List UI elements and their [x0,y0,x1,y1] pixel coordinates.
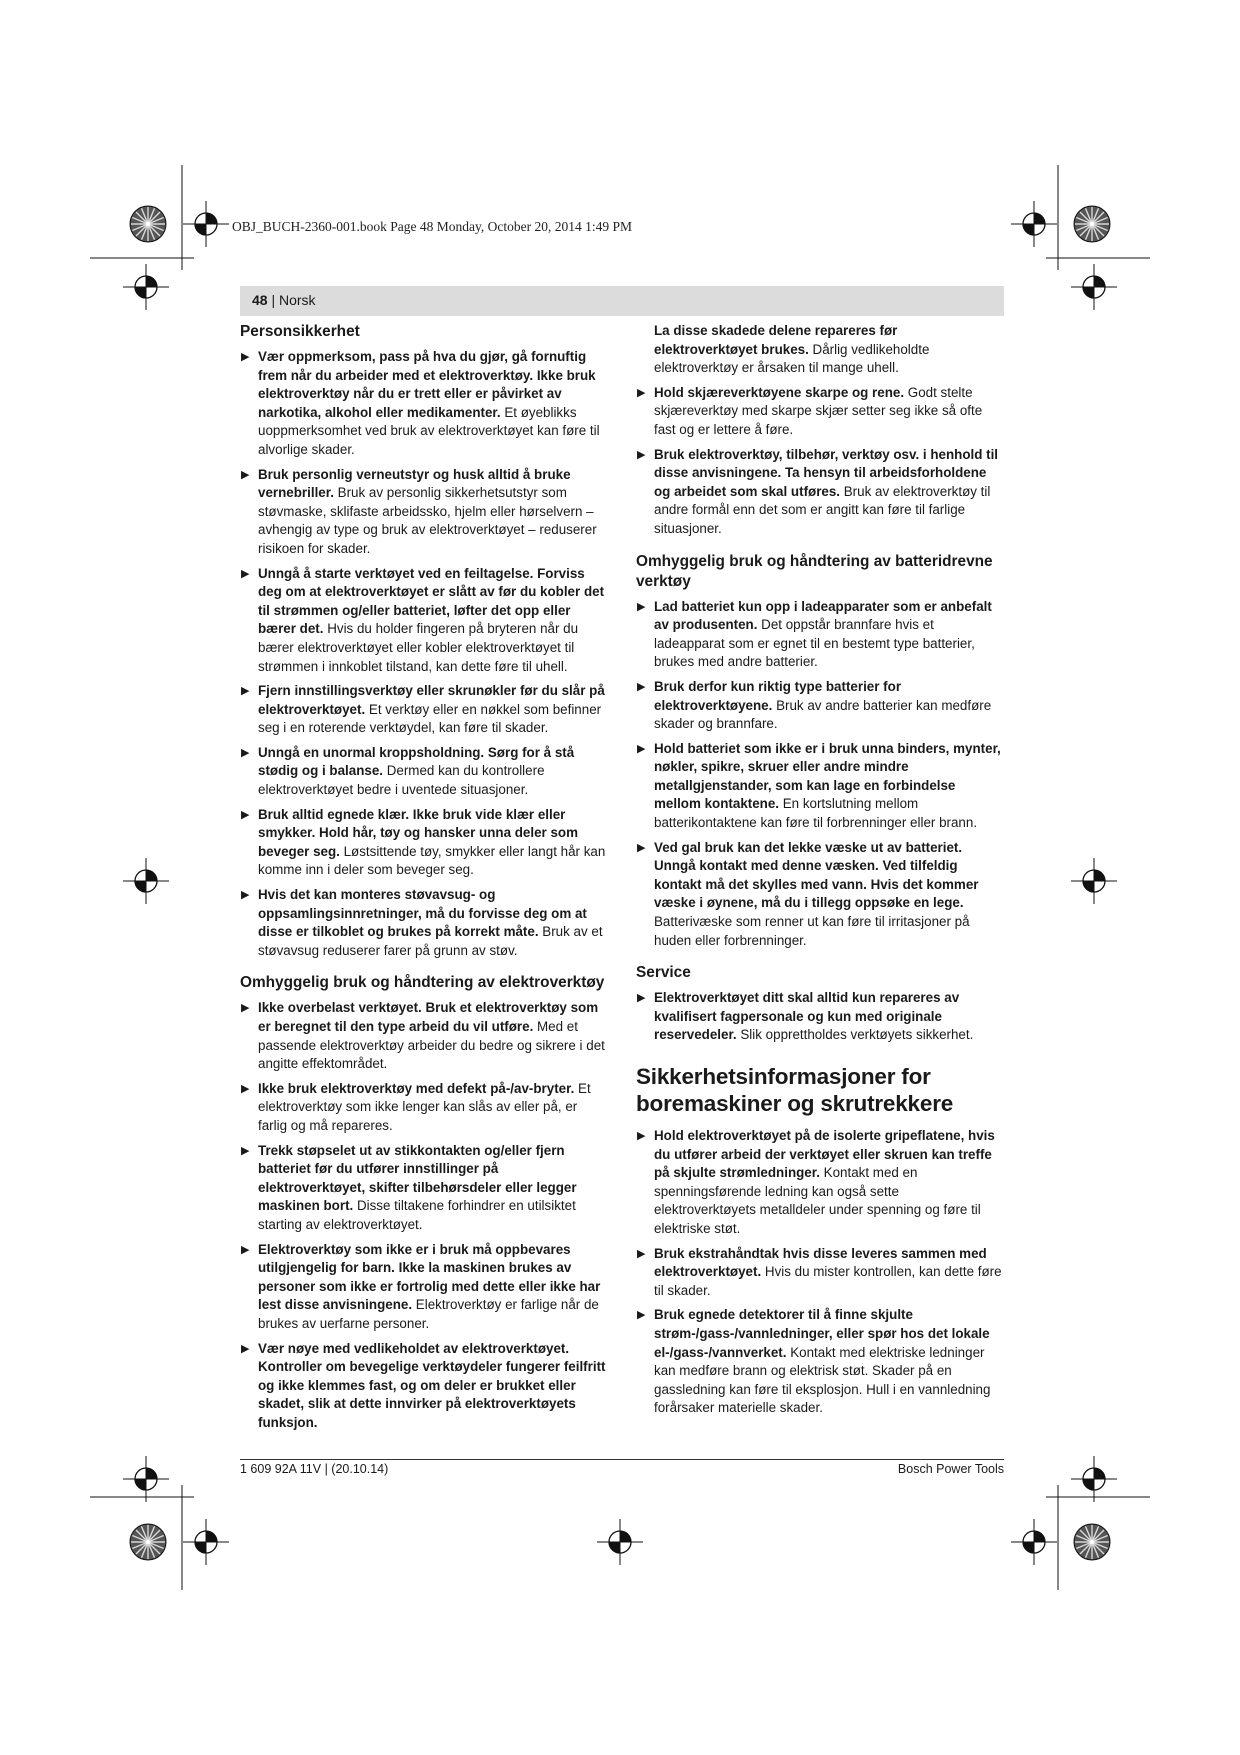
bullet-bold-text: Bruk alltid egnede klær. Ikke bruk vide klær eller smykker. Hold hår, tøy og hansker unna deler som beveger seg. [258,806,578,859]
triangle-right-icon: ▶ [637,992,646,1005]
continued-text: Dårlig vedlikeholdte elektroverktøy er årsaken til mange uhell. [654,341,930,376]
bullet-bold-text: Lad batteriet kun opp i ladeapparater som er anbefalt av produsenten. [654,598,992,633]
continued-paragraph [636,322,1004,378]
triangle-right-icon: ▶ [241,1002,250,1015]
triangle-right-icon: ▶ [241,1342,250,1355]
chapter-heading-boremaskiner: Sikkerhetsinformasjoner for boremaskiner og skrutrekkere [636,1064,954,1116]
triangle-right-icon: ▶ [637,386,646,399]
bullet-item [636,384,1004,440]
bullet-bold-text: Elektroverktøy som ikke er i bruk må oppbevares utilgjengelig for barn. Ikke la maskinen brukes av personer som ikke er fortrolig med dette eller ikke har lest disse anvisningene. [258,1241,601,1313]
triangle-right-icon: ▶ [637,742,646,755]
bullet-list [240,999,608,1432]
triangle-right-icon: ▶ [241,889,250,902]
bullet-bold-text: Hold elektroverktøyet på de isolerte gripeflatene, hvis du utfører arbeid der verktøyet eller skruen kan treffe på skjulte strømledninger. [654,1128,995,1181]
bullet-item [240,1142,608,1235]
bullet-item [636,1306,1004,1418]
footer-rule [240,1459,1004,1460]
header-band [240,286,1004,316]
bullet-item [240,806,608,880]
bullet-item [636,740,1004,833]
bullet-text: Slik opprettholdes verktøyets sikkerhet. [736,1027,974,1043]
bullet-bold-text: Ikke bruk elektroverktøy med defekt på-/av-bryter. [258,1080,575,1096]
triangle-right-icon: ▶ [241,1082,250,1095]
bullet-item [240,1241,608,1334]
bullet-bold-text: Bruk elektroverktøy, tilbehør, verktøy osv. i henhold til disse anvisningene. Ta hensyn til arbeidsforholdene og arbeidet som skal utføres. [654,446,999,499]
bullet-list [636,598,1004,951]
bullet-text: Et verktøy eller en nøkkel som befinner seg i en roterende verktøydel, kan føre til skader. [258,701,602,736]
header-language: Norsk [279,292,316,308]
bullet-bold-text: Unngå en unormal kroppsholdning. Sørg for å stå stødig og i balanse. [258,744,575,779]
triangle-right-icon: ▶ [241,685,250,698]
header-separator: | [267,292,279,308]
bullet-list [636,989,1004,1045]
triangle-right-icon: ▶ [241,567,250,580]
page-header [252,292,316,308]
triangle-right-icon: ▶ [637,1247,646,1260]
triangle-right-icon: ▶ [241,808,250,821]
bullet-text: Det oppstår brannfare hvis et ladeapparat som er egnet til en bestemt type batterier, brukes med andre batterier. [654,617,975,670]
triangle-right-icon: ▶ [637,1309,646,1322]
bullet-item [240,682,608,738]
bullet-bold-text: Hold batteriet som ikke er i bruk unna binders, mynter, nøkler, spikre, skruer eller andre mindre metallgjenstander, som kan lage en forbindelse mellom kontaktene. [654,740,1001,812]
print-slug: OBJ_BUCH-2360-001.book Page 48 Monday, October 20, 2014 1:49 PM [232,219,632,234]
bullet-text: Kontakt med en spenningsførende ledning kan også sette elektroverktøyets metalldeler under spenning og føre til elektriske støt. [654,1165,981,1236]
section-heading-batteri: Omhyggelig bruk og håndtering av batteridrevne verktøy [636,552,993,590]
footer-brand: Bosch Power Tools [897,1462,1004,1476]
triangle-right-icon: ▶ [637,680,646,693]
bullet-item [240,1340,608,1433]
bullet-text: Bruk av andre batterier kan medføre skader og brannfare. [654,697,992,732]
bullet-bold-text: Hvis det kan monteres støvavsug- og oppsamlingsinnretninger, må du forvisse deg om at disse er tilkoblet og brukes på korrekt måte. [258,887,587,940]
right-column [636,322,1004,1424]
bullet-text: Elektroverktøy er farlige når de brukes av uerfarne personer. [258,1297,599,1331]
bullet-item [240,999,608,1073]
bullet-bold-text: Vær oppmerksom, pass på hva du gjør, gå fornuftig frem når du arbeider med et elektroverktøy. Ikke bruk elektroverktøy når du er trett eller er påvirket av narkotika, alkohol eller medikamenter. [258,349,596,420]
bullet-text: Et elektroverktøy som ikke lenger kan slås av eller på, er farlig og må repareres. [258,1080,591,1133]
bullet-item [240,348,608,460]
bullet-text: Løstsittende tøy, smykker eller langt hår kan komme inn i deler som beveger seg. [258,843,606,878]
triangle-right-icon: ▶ [241,1144,250,1157]
bullet-item [240,744,608,800]
bullet-bold-text: Bruk ekstrahåndtak hvis disse leveres sammen med elektroverktøyet. [654,1245,987,1280]
triangle-right-icon: ▶ [637,1130,646,1142]
bullet-text: Kontakt med elektriske ledninger kan medføre brann og elektrisk støt. Skader på en gassledning kan føre til eksplosjon. Hull i en vannledning forårsaker materielle skader. [654,1344,991,1416]
bullet-item [240,886,608,960]
bullet-list [240,348,608,960]
triangle-right-icon: ▶ [637,841,646,854]
section-heading-elektroverktoy: Omhyggelig bruk og håndtering av elektroverktøy [240,974,605,992]
bullet-list [636,1127,1004,1418]
bullet-bold-text: Fjern innstillingsverktøy eller skrunøkler før du slår på elektroverktøyet. [258,683,605,717]
bullet-text: En kortslutning mellom batterikontaktene kan føre til forbrenninger eller brann. [654,796,978,831]
bullet-bold-text: Hold skjæreverktøyene skarpe og rene. [654,384,905,400]
bullet-bold-text: Vær nøye med vedlikeholdet av elektroverktøyet. Kontroller om bevegelige verktøydeler fungerer feilfritt og ikke klemmes fast, og om deler er brukket eller skadet, slik at dette innvirker på elektroverktøyets funksjon. [258,1340,606,1430]
bullet-text: Bruk av elektroverktøy til andre formål enn det som er angitt kan føre til farlige situasjoner. [654,483,991,536]
section-heading-personsikkerhet: Personsikkerhet [240,323,360,340]
triangle-right-icon: ▶ [637,600,646,613]
triangle-right-icon: ▶ [241,468,250,481]
bullet-text: Et øyeblikks uoppmerksomhet ved bruk av elektroverktøyet kan føre til alvorlige skader. [258,404,600,457]
bullet-bold-text: Trekk støpselet ut av stikkontakten og/eller fjern batteriet før du utfører innstillinger på elektroverktøyet, skifter tilbehørsdeler eller legger maskinen bort. [258,1142,577,1214]
bullet-text: Bruk av et støvavsug reduserer farer på grunn av støv. [258,924,603,958]
left-column [240,322,608,1438]
triangle-right-icon: ▶ [241,351,250,363]
bullet-text: Hvis du mister kontrollen, kan dette føre til skader. [654,1264,1002,1298]
bullet-text: Med et passende elektroverktøy arbeider du bedre og sikrere i det angitte effektområdet. [258,1019,605,1072]
bullet-list [636,384,1004,539]
bullet-text: Hvis du holder fingeren på bryteren når du bærer elektroverktøyet eller kobler elektroverktøyet til strømmen i innkoblet tilstand, kan dette føre til uhell. [258,621,579,674]
bullet-bold-text: Bruk derfor kun riktig type batterier for elektroverktøyene. [654,678,902,713]
bullet-item [636,598,1004,672]
page-number: 48 [252,292,268,308]
triangle-right-icon: ▶ [241,746,250,759]
bullet-text: Dermed kan du kontrollere elektroverktøyet bedre i uventede situasjoner. [258,763,545,798]
continued-bold: La disse skadede delene repareres før elektroverktøyet brukes. [654,323,898,357]
section-heading-service: Service [636,964,691,982]
bullet-bold-text: Bruk egnede detektorer til å finne skjulte strøm-/gass-/vannledninger, eller spør hos det lokale el-/gass-/vannverket. [654,1307,990,1360]
bullet-item [636,446,1004,539]
bullet-item [636,839,1004,951]
bullet-item [240,466,608,559]
bullet-bold-text: Unngå å starte verktøyet ved en feiltagelse. Forviss deg om at elektroverktøyet er slått av før du kobler det til strømmen og/eller batteriet, løfter det opp eller bærer det. [258,565,605,637]
bullet-item [636,678,1004,734]
bullet-item [636,1245,1004,1301]
bullet-item [636,1127,1004,1239]
bullet-bold-text: Elektroverktøyet ditt skal alltid kun repareres av kvalifisert fagpersonale og kun med originale reservedeler. [654,990,960,1043]
bullet-bold-text: Ikke overbelast verktøyet. Bruk et elektroverktøy som er beregnet til den type arbeid du vil utføre. [258,1000,599,1034]
bullet-text: Godt stelte skjæreverktøy med skarpe skjær setter seg ikke så ofte fast og er lettere å føre. [654,384,983,437]
bullet-item [240,1080,608,1136]
footer-document-code: 1 609 92A 11V | (20.10.14) [240,1462,389,1476]
triangle-right-icon: ▶ [637,448,646,461]
bullet-bold-text: Ved gal bruk kan det lekke væske ut av batteriet. Unngå kontakt med denne væsken. Ved tilfeldig kontakt må det skylles med vann. Hvis det kommer væske i øynene, må du i tillegg oppsøke en lege. [654,839,979,911]
bullet-text: Bruk av personlig sikkerhetsutstyr som støvmaske, sklifaste arbeidssko, hjelm eller hørselvern – avhengig av type og bruk av elektroverktøyet – reduserer risikoen for skader. [258,485,597,556]
bullet-text: Disse tiltakene forhindrer en utilsiktet starting av elektroverktøyet. [258,1198,576,1232]
bullet-item [240,565,608,677]
bullet-item [636,989,1004,1045]
bullet-bold-text: Bruk personlig verneutstyr og husk alltid å bruke vernebriller. [258,466,571,501]
triangle-right-icon: ▶ [241,1243,250,1256]
bullet-text: Batterivæske som renner ut kan føre til irritasjoner på huden eller forbrenninger. [654,914,970,948]
